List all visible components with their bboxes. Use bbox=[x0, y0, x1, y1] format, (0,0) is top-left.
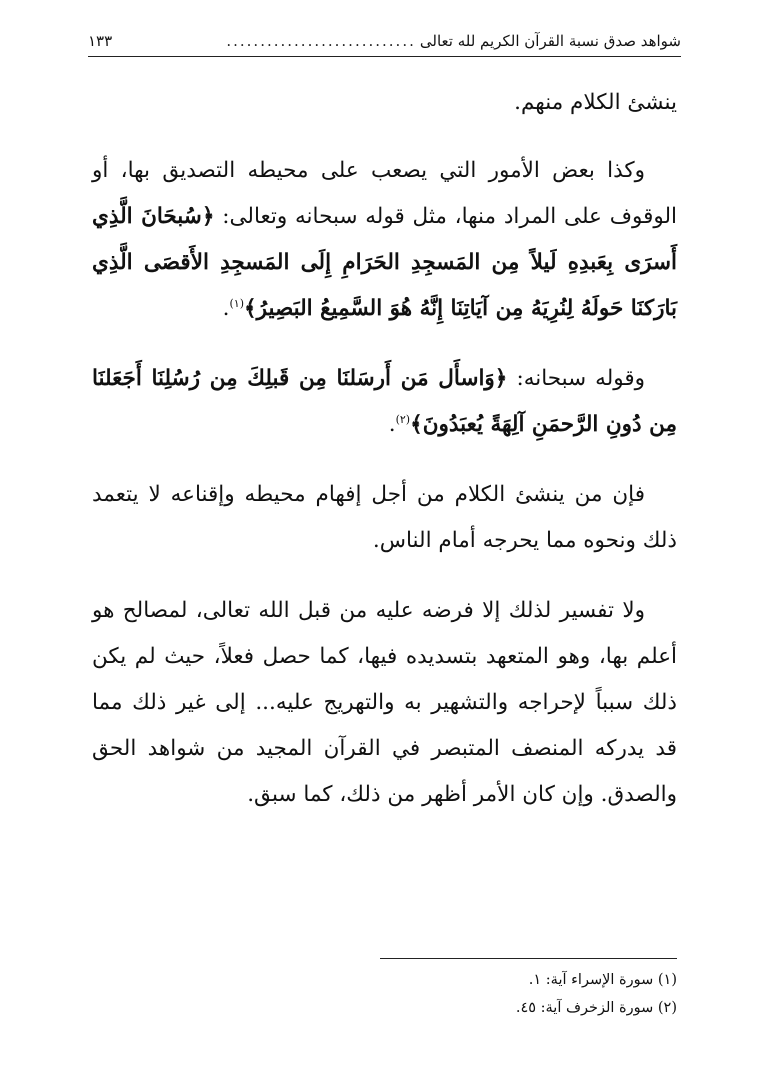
paragraph-2 bbox=[92, 148, 677, 332]
running-header bbox=[88, 26, 681, 57]
page-number: ١٣٣ bbox=[88, 32, 113, 50]
paragraph-2-text: وكذا بعض الأمور التي يصعب على محيطه التصديق بها، أو الوقوف على المراد منها، مثل قوله سبحانه وتعالى: bbox=[92, 158, 677, 229]
footnote-1: (١) سورة الإسراء آية: ١. bbox=[528, 972, 677, 988]
paragraph-3-text: وقوله سبحانه: bbox=[507, 366, 646, 391]
footnote-ref-1: (١) bbox=[229, 296, 245, 310]
quran-verse-zukhruf: ﴿وَاسأَل مَن أَرسَلنَا مِن قَبلِكَ مِن رُسُلِنَا أَجَعَلنَا مِن دُونِ الرَّحمَنِ آلِهَةً يُعبَدُونَ﴾ bbox=[92, 366, 677, 437]
paragraph-1: ينشئ الكلام منهم. bbox=[514, 90, 677, 115]
quran-verse-isra: ﴿سُبحَانَ الَّذِي أَسرَى بِعَبدِهِ لَيلاً مِن المَسجِدِ الحَرَامِ إِلَى المَسجِدِ الأَقصَى الَّذِي بَارَكنَا حَولَهُ لِنُرِيَهُ مِن آيَاتِنَا إِنَّهُ هُوَ السَّمِيعُ البَصِيرُ﴾ bbox=[92, 204, 677, 321]
paragraph-3-end: . bbox=[388, 412, 396, 437]
paragraph-4: فإن من ينشئ الكلام من أجل إفهام محيطه وإقناعه لا يتعمد ذلك ونحوه مما يحرجه أمام الناس. bbox=[92, 482, 677, 553]
header-title: شواهد صدق نسبة القرآن الكريم لله تعالى bbox=[419, 32, 681, 50]
paragraph-2-end: . bbox=[222, 296, 230, 321]
footnote-separator bbox=[380, 958, 677, 959]
header-leader-dots: ............................ bbox=[226, 32, 416, 50]
footnote-2: (٢) سورة الزخرف آية: ٤٥. bbox=[515, 1000, 677, 1016]
paragraph-3 bbox=[92, 356, 677, 448]
footnotes bbox=[92, 966, 677, 1022]
footnote-ref-2: (٢) bbox=[395, 412, 411, 426]
paragraph-5: ولا تفسير لذلك إلا فرضه عليه من قبل الله تعالى، لمصالح هو أعلم بها، وهو المتعهد بتسديده فيها، كما حصل فعلاً، حيث لم يكن ذلك سبباً لإحراجه والتشهير به والتهريج عليه... إلى غير ذلك مما قد يدركه المنصف المتبصر في القرآن المجيد من شواهد الحق والصدق. وإن كان الأمر أظهر من ذلك، كما سبق. bbox=[92, 598, 677, 807]
main-text bbox=[92, 80, 677, 842]
